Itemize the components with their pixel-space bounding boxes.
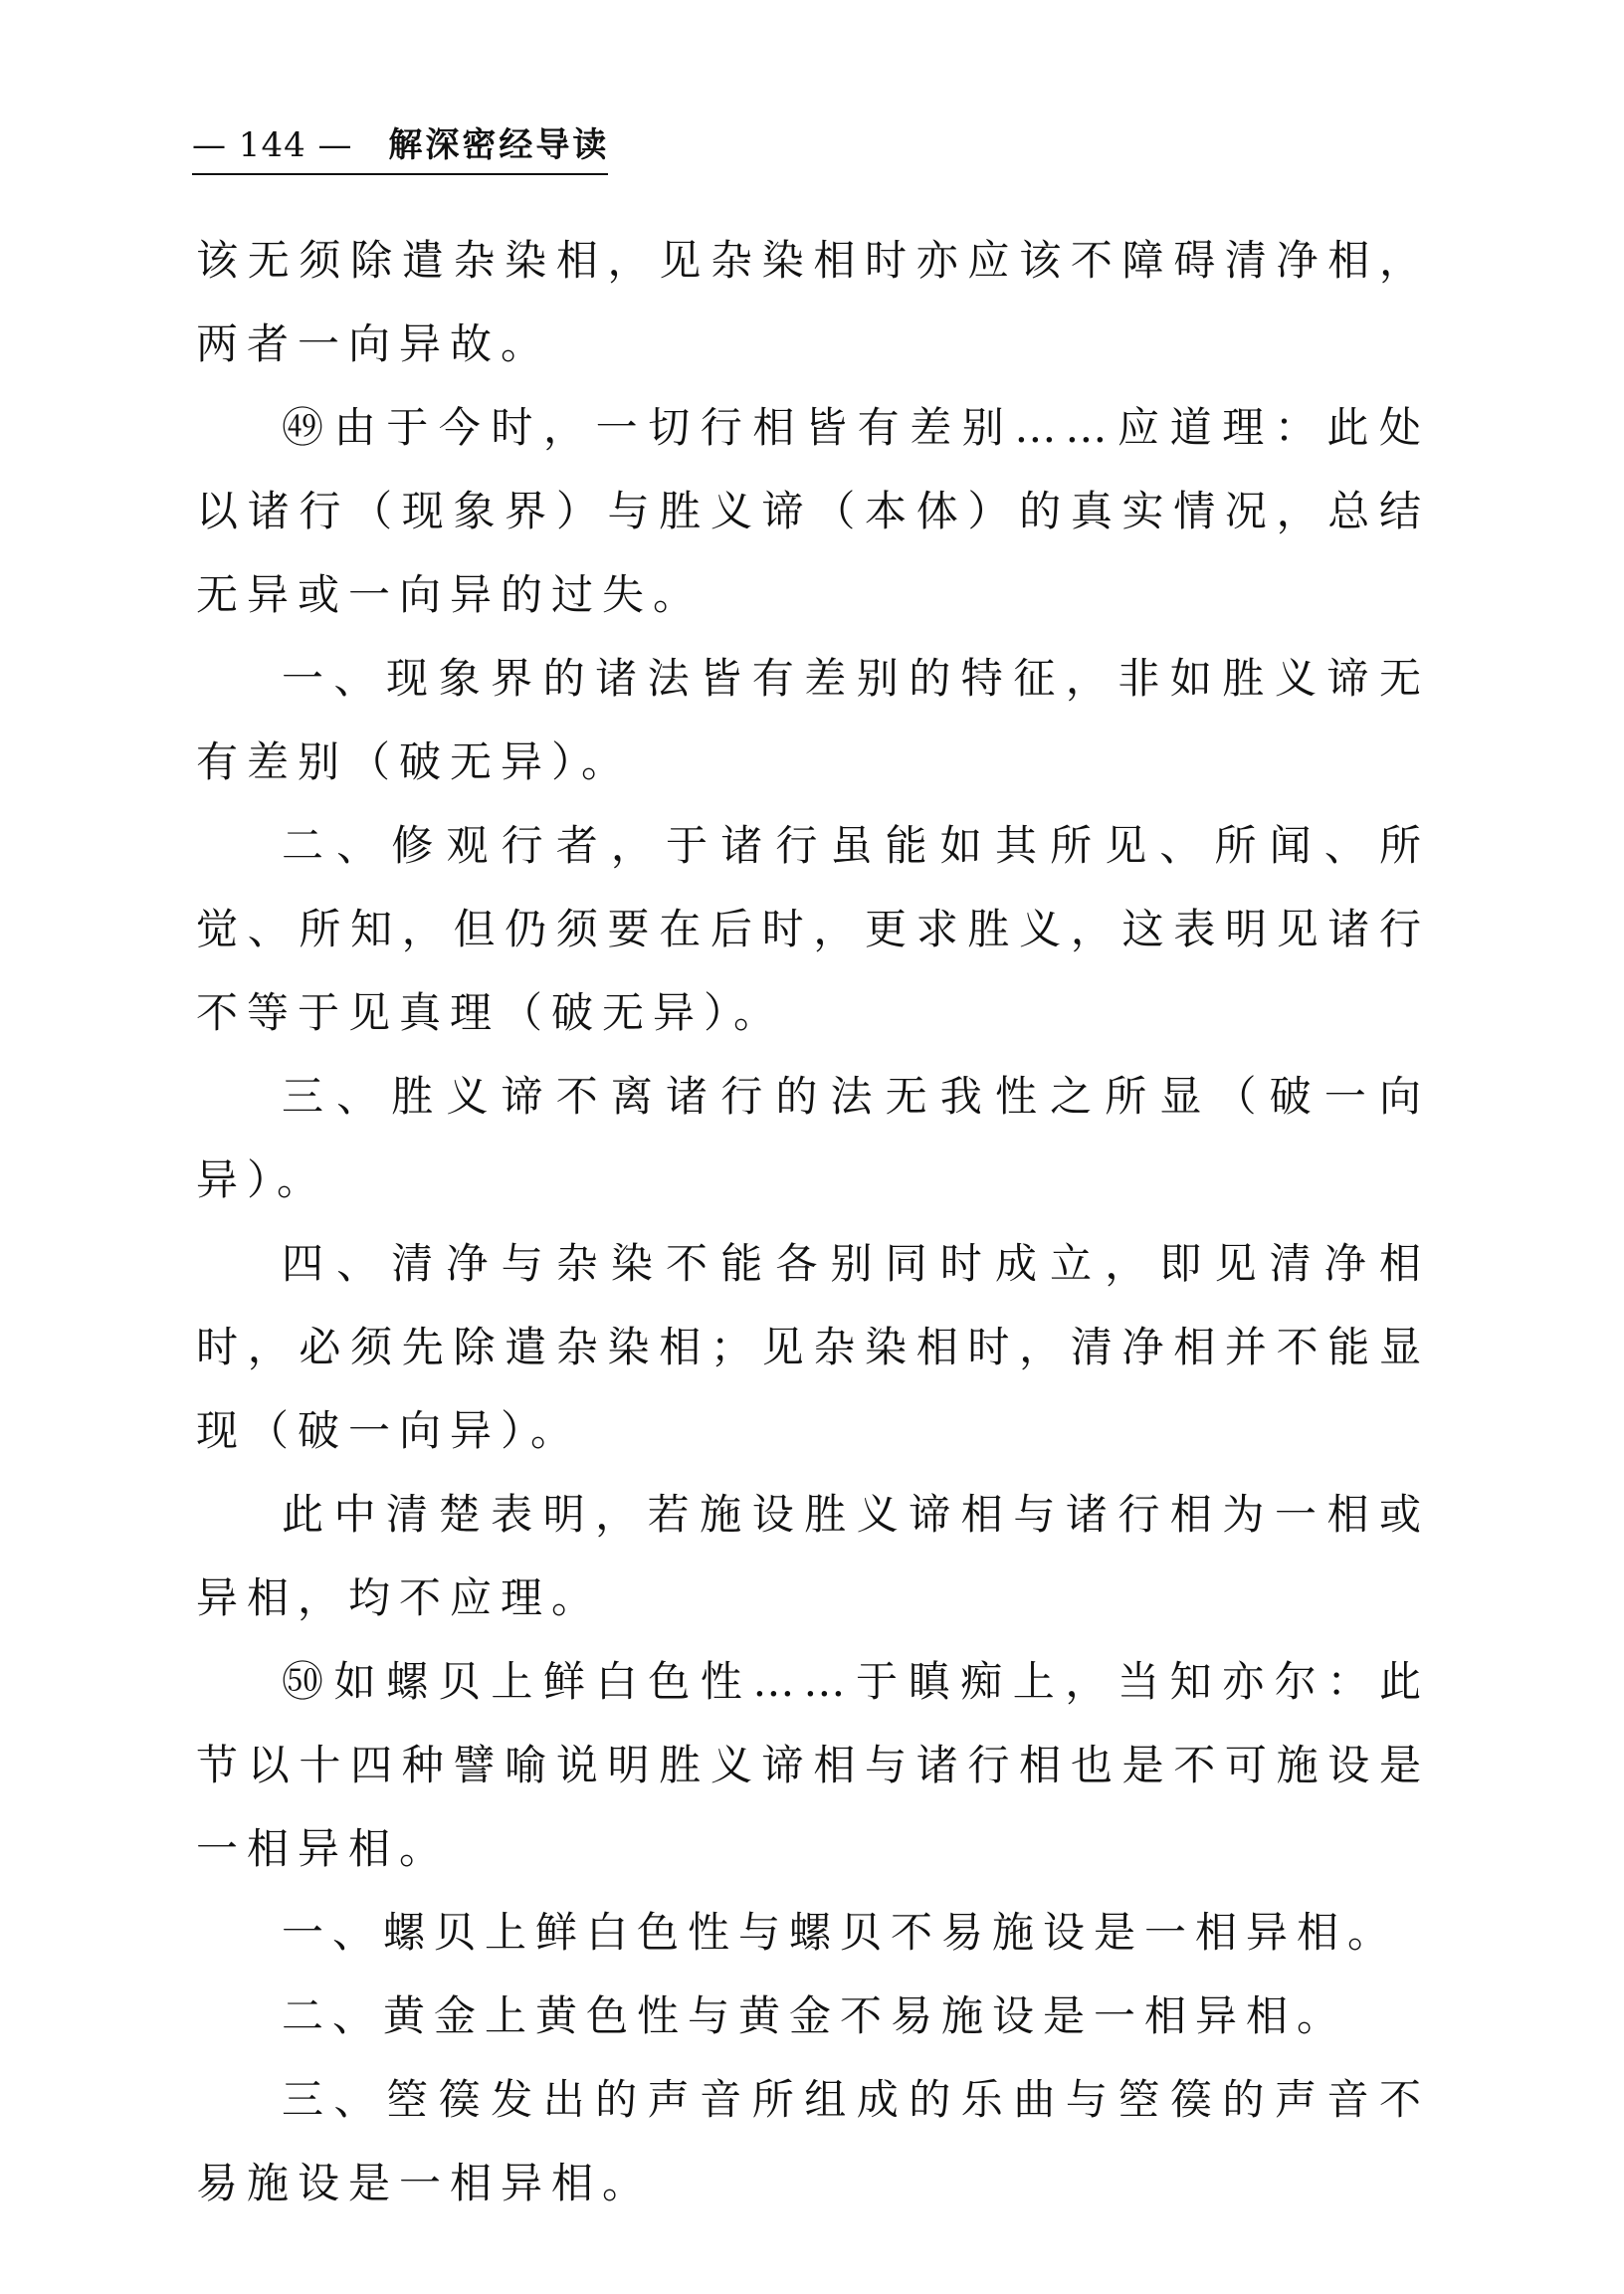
running-header [192,121,608,175]
main-text [196,219,1430,2225]
summary-paragraph: 此中清楚表明，若施设胜义谛相与诸行相为一相或异相，均不应理。 [196,1490,1430,1622]
note-94-paragraph: ㊾由于今时，一切行相皆有差别……应道理：此处以诸行（现象界）与胜义谛（本体）的真实情况，总结无异或一向异的过失。 [196,403,1430,619]
point-one-paragraph: 一、现象界的诸法皆有差别的特征，非如胜义谛无有差别（破无异）。 [196,654,1430,786]
metaphor-two-paragraph: 二、黄金上黄色性与黄金不易施设是一相异相。 [282,1991,1348,2040]
note-95-paragraph: ㊿如螺贝上鲜白色性……于瞋痴上，当知亦尔：此节以十四种譬喻说明胜义谛相与诸行相也是不可施设是一相异相。 [196,1657,1430,1873]
book-title: 解深密经导读 [388,125,610,165]
point-two-paragraph: 二、修观行者，于诸行虽能如其所见、所闻、所觉、所知，但仍须要在后时，更求胜义，这表明见诸行不等于见真理（破无异）。 [196,821,1430,1037]
point-three-paragraph: 三、胜义谛不离诸行的法无我性之所显（破一向异）。 [196,1072,1430,1204]
continued-paragraph: 该无须除遣杂染相，见杂染相时亦应该不障碍清净相，两者一向异故。 [196,236,1430,368]
page-number: — 144 — [192,125,353,165]
point-four-paragraph: 四、清净与杂染不能各别同时成立，即见清净相时，必须先除遣杂染相；见杂染相时，清净相并不能显现（破一向异）。 [196,1239,1430,1455]
metaphor-three-paragraph: 三、箜篌发出的声音所组成的乐曲与箜篌的声音不易施设是一相异相。 [196,2075,1430,2207]
metaphor-one-paragraph: 一、螺贝上鲜白色性与螺贝不易施设是一相异相。 [282,1908,1399,1957]
